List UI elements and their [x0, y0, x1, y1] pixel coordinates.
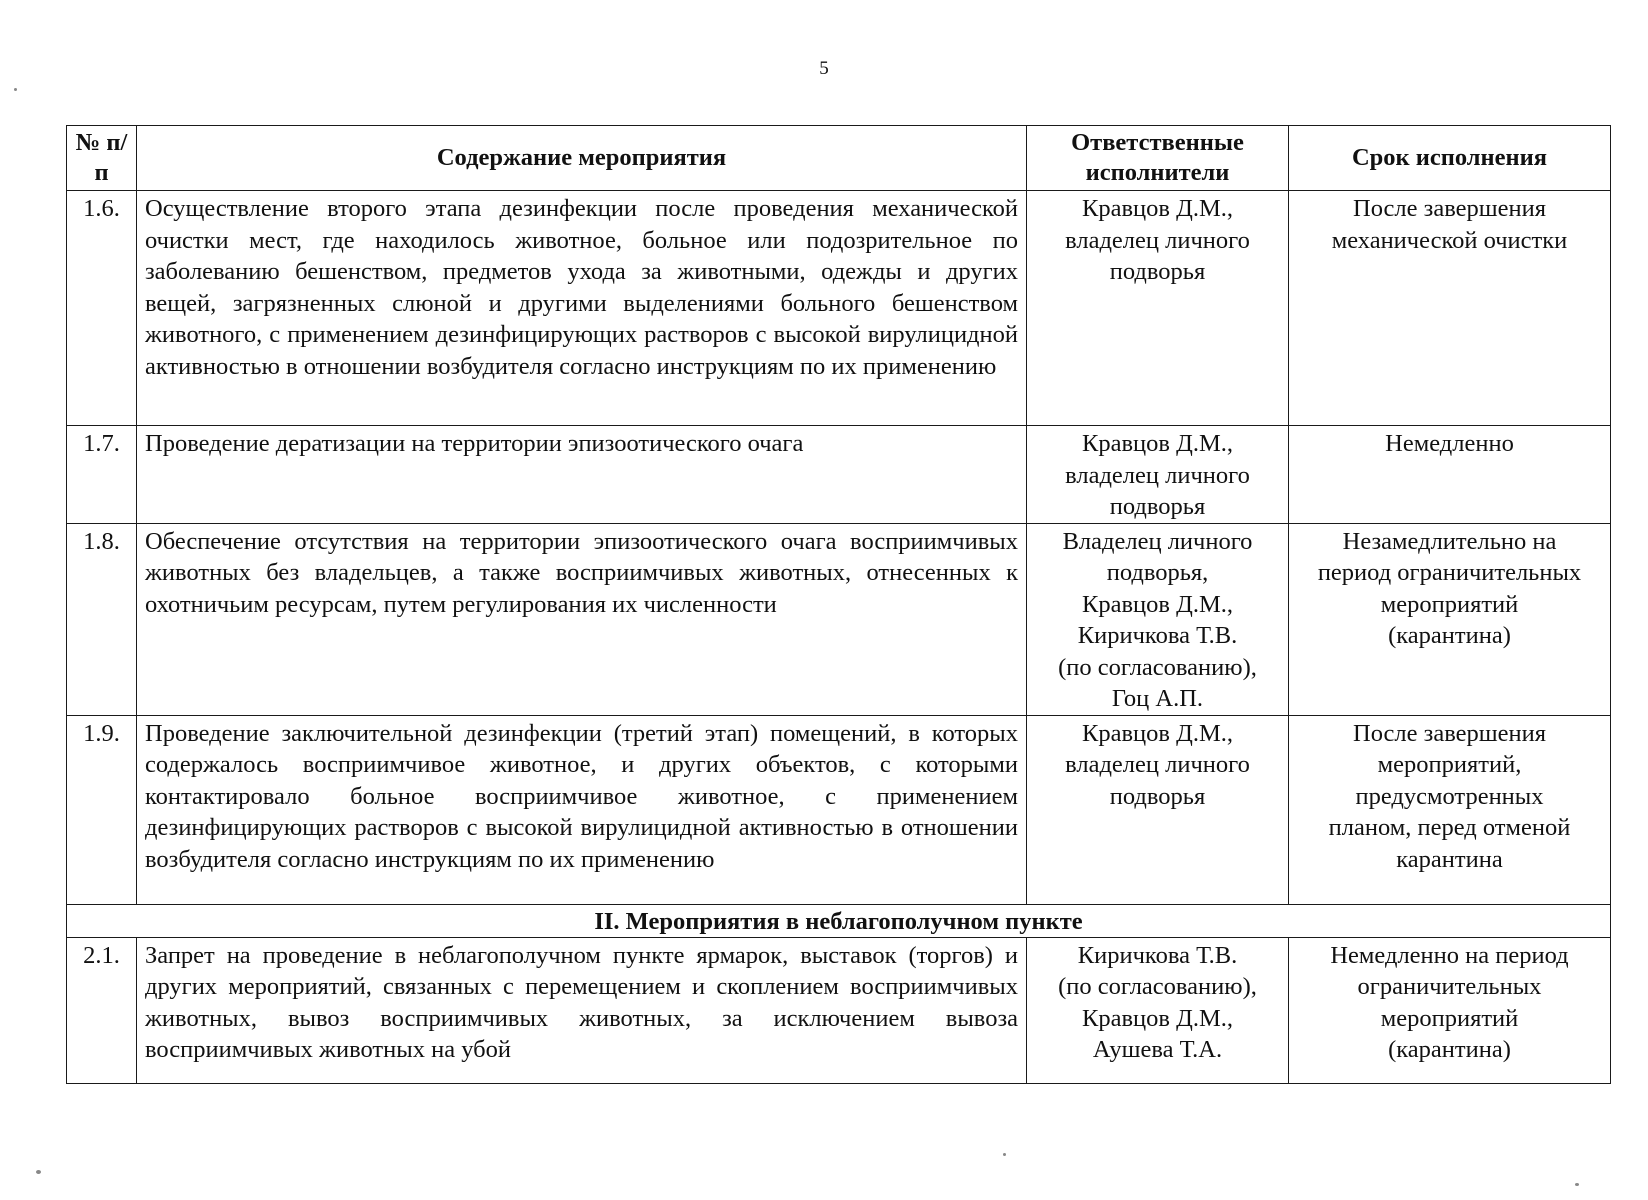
row-number: 1.8.: [67, 523, 137, 715]
responsible-line: подворья,: [1106, 559, 1209, 586]
term-line: Немедленно на период: [1330, 941, 1569, 969]
term-line: планом, перед отменой: [1328, 814, 1571, 841]
row-number: 1.7.: [67, 426, 137, 524]
responsible-line: (по согласованию),: [1058, 973, 1257, 1000]
responsible-line: Гоц А.П.: [1111, 685, 1204, 712]
row-term: [1289, 523, 1611, 715]
responsible-line: Киричкова Т.В.: [1077, 941, 1238, 969]
term-line: Немедленно: [1385, 430, 1514, 457]
table-row: [67, 523, 1611, 715]
row-content: Проведение дератизации на территории эпизоотического очага: [137, 426, 1027, 524]
row-number: 1.9.: [67, 715, 137, 904]
term-line: Незамедлительно на: [1342, 527, 1557, 555]
table-header-row: [67, 126, 1611, 191]
responsible-line: Аушева Т.А.: [1092, 1036, 1223, 1063]
row-responsible: [1027, 937, 1289, 1083]
responsible-line: владелец личного: [1065, 461, 1250, 489]
term-line: мероприятий,: [1377, 751, 1522, 778]
table-row: [67, 191, 1611, 426]
term-line: ограничительных: [1357, 973, 1542, 1000]
scan-speck: [1003, 1153, 1006, 1156]
responsible-line: Кравцов Д.М.,: [1082, 195, 1233, 222]
page-number: 5: [819, 58, 829, 79]
term-line: мероприятий: [1380, 1004, 1519, 1032]
row-number: 1.6.: [67, 191, 137, 426]
term-line: предусмотренных: [1355, 782, 1544, 810]
row-content: Обеспечение отсутствия на территории эпизоотического очага восприимчивых животных без владельцев, а также восприимчивых животных, отнесенных к охотничьим ресурсам, путем регулирования их численности: [137, 523, 1027, 715]
scan-speck: [36, 1170, 41, 1174]
responsible-line: Кравцов Д.М.,: [1082, 430, 1233, 457]
row-content: Запрет на проведение в неблагополучном пункте ярмарок, выставок (торгов) и других мероприятий, связанных с перемещением и скоплением восприимчивых животных, вывоз восприимчивых животных, за исключением вывоза восприимчивых животных на убой: [137, 937, 1027, 1083]
table-row: [67, 937, 1611, 1083]
term-line: карантина: [1396, 845, 1503, 873]
section-row: [67, 904, 1611, 937]
scan-speck: [1575, 1183, 1579, 1186]
responsible-line: Владелец личного: [1062, 527, 1253, 555]
row-number: 2.1.: [67, 937, 137, 1083]
table-row: [67, 715, 1611, 904]
row-term: [1289, 715, 1611, 904]
responsible-line: подворья: [1109, 782, 1206, 810]
term-line: период ограничительных: [1317, 559, 1582, 586]
term-line: (карантина): [1388, 1036, 1511, 1063]
section-title: II. Мероприятия в неблагополучном пункте: [67, 904, 1611, 937]
term-line: мероприятий: [1380, 590, 1519, 618]
row-term: [1289, 937, 1611, 1083]
header-content: Содержание мероприятия: [137, 126, 1027, 191]
row-content: Проведение заключительной дезинфекции (третий этап) помещений, в которых содержалось восприимчивое животное, и других объектов, с которыми контактировало больное восприимчивое животное, с применением дезинфицирующих растворов с высокой вирулицидной активностью в отношении возбудителя согласно инструкциям по их применению: [137, 715, 1027, 904]
row-responsible: [1027, 191, 1289, 426]
responsible-line: (по согласованию),: [1058, 653, 1257, 681]
responsible-line: Кравцов Д.М.,: [1082, 590, 1233, 618]
responsible-line: владелец личного: [1065, 226, 1250, 254]
term-line: После завершения: [1353, 195, 1546, 222]
responsible-line: подворья: [1109, 258, 1206, 285]
term-line: После завершения: [1353, 719, 1546, 747]
term-line: механической очистки: [1331, 226, 1568, 254]
measures-table: [66, 125, 1611, 1084]
responsible-line: подворья: [1109, 493, 1206, 520]
row-content: Осуществление второго этапа дезинфекции после проведения механической очистки мест, где находилось животное, больное или подозрительное по заболеванию бешенством, предметов ухода за животными, одежды и других вещей, загрязненных слюной и другими выделениями больного бешенством животного, с применением дезинфицирующих растворов с высокой вирулицидной активностью в отношении возбудителя согласно инструкциям по их применению: [137, 191, 1027, 426]
header-term: Срок исполнения: [1289, 126, 1611, 191]
row-term: [1289, 426, 1611, 524]
table-row: [67, 426, 1611, 524]
scan-speck: [14, 88, 17, 91]
responsible-line: Киричкова Т.В.: [1077, 622, 1238, 649]
responsible-line: владелец личного: [1065, 751, 1250, 778]
responsible-line: Кравцов Д.М.,: [1082, 1004, 1233, 1032]
term-line: (карантина): [1388, 622, 1511, 649]
row-responsible: [1027, 715, 1289, 904]
header-responsible: Ответственные исполнители: [1027, 126, 1289, 191]
row-term: [1289, 191, 1611, 426]
row-responsible: [1027, 426, 1289, 524]
responsible-line: Кравцов Д.М.,: [1082, 719, 1233, 747]
header-number: № п/п: [67, 126, 137, 191]
row-responsible: [1027, 523, 1289, 715]
